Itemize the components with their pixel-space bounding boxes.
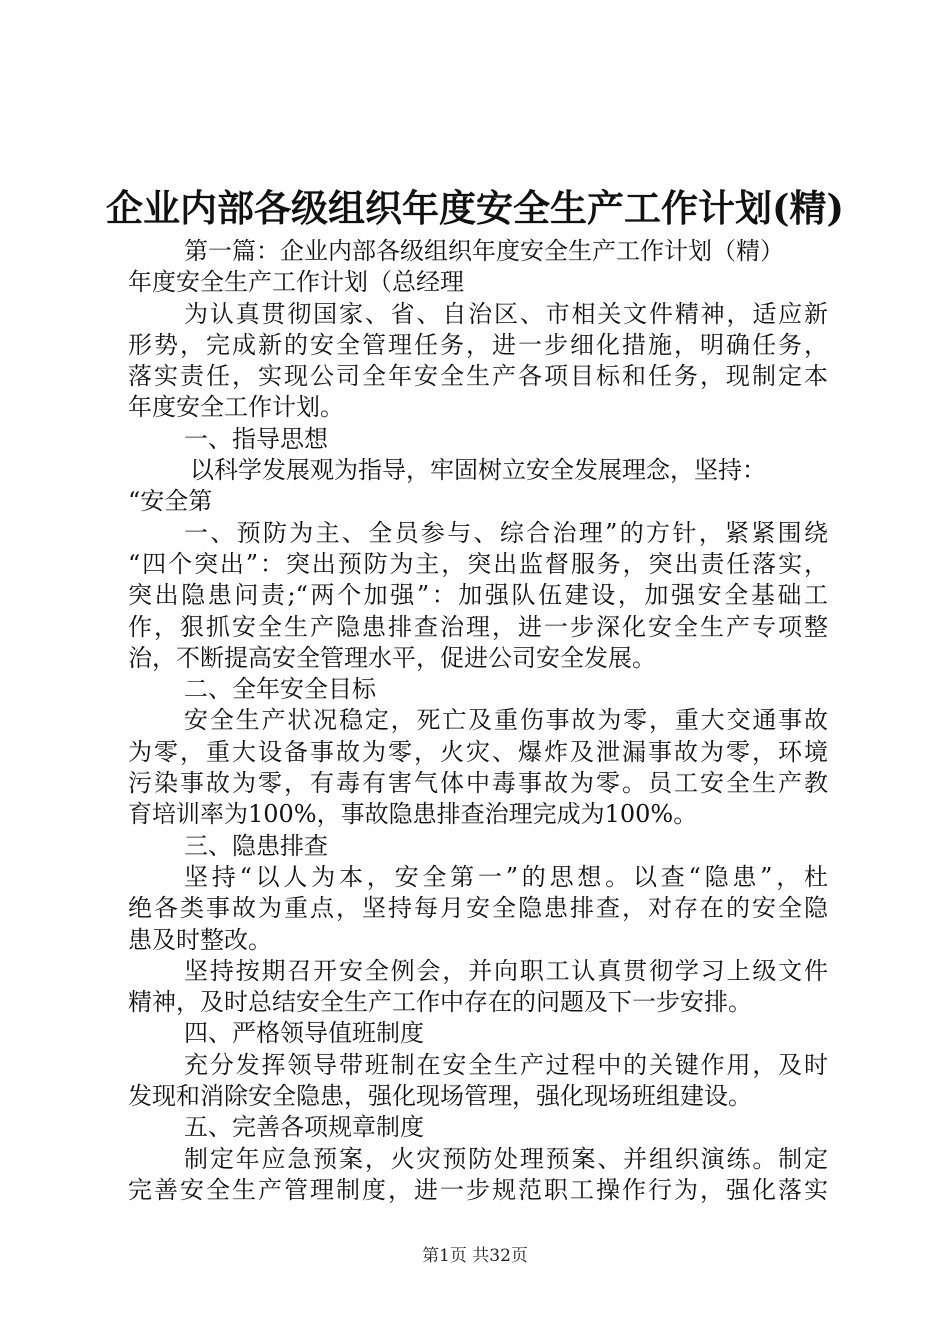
section-heading: 三、隐患排查 xyxy=(184,831,328,860)
section-heading: 一、指导思想 xyxy=(184,424,328,453)
body-line: 绝各类事故为重点，坚持每月安全隐患排查，对存在的安全隐 xyxy=(128,894,828,923)
body-line: “四个突出”：突出预防为主，突出监督服务，突出责任落实， xyxy=(128,549,828,578)
body-line: 安全生产状况稳定，死亡及重伤事故为零，重大交通事故 xyxy=(184,706,828,735)
body-line: 患及时整改。 xyxy=(128,925,272,954)
section-heading: 二、全年安全目标 xyxy=(184,675,376,704)
body-line: 发现和消除安全隐患，强化现场管理，强化现场班组建设。 xyxy=(128,1082,752,1111)
body-line: 坚持按期召开安全例会，并向职工认真贯彻学习上级文件 xyxy=(184,956,828,985)
body-line: 治，不断提高安全管理水平，促进公司安全发展。 xyxy=(128,643,656,672)
body-line: 落实责任，实现公司全年安全生产各项目标和任务，现制定本 xyxy=(128,362,828,391)
body-line: 完善安全生产管理制度，进一步规范职工操作行为，强化落实 xyxy=(128,1175,828,1204)
body-line: 为认真贯彻国家、省、自治区、市相关文件精神，适应新 xyxy=(184,299,828,328)
section-heading: 四、严格领导值班制度 xyxy=(184,1019,424,1048)
section-heading: 五、完善各项规章制度 xyxy=(184,1113,424,1142)
document-title: 企业内部各级组织年度安全生产工作计划(精) xyxy=(105,186,844,230)
body-line: 年度安全工作计划。 xyxy=(128,393,344,422)
body-line: 年度安全生产工作计划（总经理 xyxy=(128,268,464,297)
body-line: 精神，及时总结安全生产工作中存在的问题及下一步安排。 xyxy=(128,988,752,1017)
body-line: 以科学发展观为指导，牢固树立安全发展理念，坚持： xyxy=(190,456,766,485)
page-footer: 第1页 共32页 xyxy=(422,1246,528,1266)
body-line: 一、预防为主、全员参与、综合治理”的方针，紧紧围绕 xyxy=(184,518,828,547)
body-line: 充分发挥领导带班制在安全生产过程中的关键作用，及时 xyxy=(184,1050,828,1079)
body-line: 形势，完成新的安全管理任务，进一步细化措施，明确任务， xyxy=(128,330,828,359)
body-line: 为零，重大设备事故为零，火灾、爆炸及泄漏事故为零，环境 xyxy=(128,737,828,766)
body-line: 坚持“以人为本，安全第一”的思想。以查“隐患”，杜 xyxy=(184,862,828,891)
body-line: 突出隐患问责;“两个加强”：加强队伍建设，加强安全基础工 xyxy=(128,581,828,610)
body-line: “安全第 xyxy=(128,487,213,516)
body-line: 育培训率为100%，事故隐患排查治理完成为100%。 xyxy=(128,800,698,829)
body-line: 作，狠抓安全生产隐患排查治理，进一步深化安全生产专项整 xyxy=(128,612,828,641)
body-line: 制定年应急预案，火灾预防处理预案、并组织演练。制定 xyxy=(184,1144,828,1173)
body-line: 污染事故为零，有毒有害气体中毒事故为零。员工安全生产教 xyxy=(128,769,828,798)
document-body xyxy=(128,236,828,1206)
body-line: 第一篇：企业内部各级组织年度安全生产工作计划（精） xyxy=(184,237,784,265)
